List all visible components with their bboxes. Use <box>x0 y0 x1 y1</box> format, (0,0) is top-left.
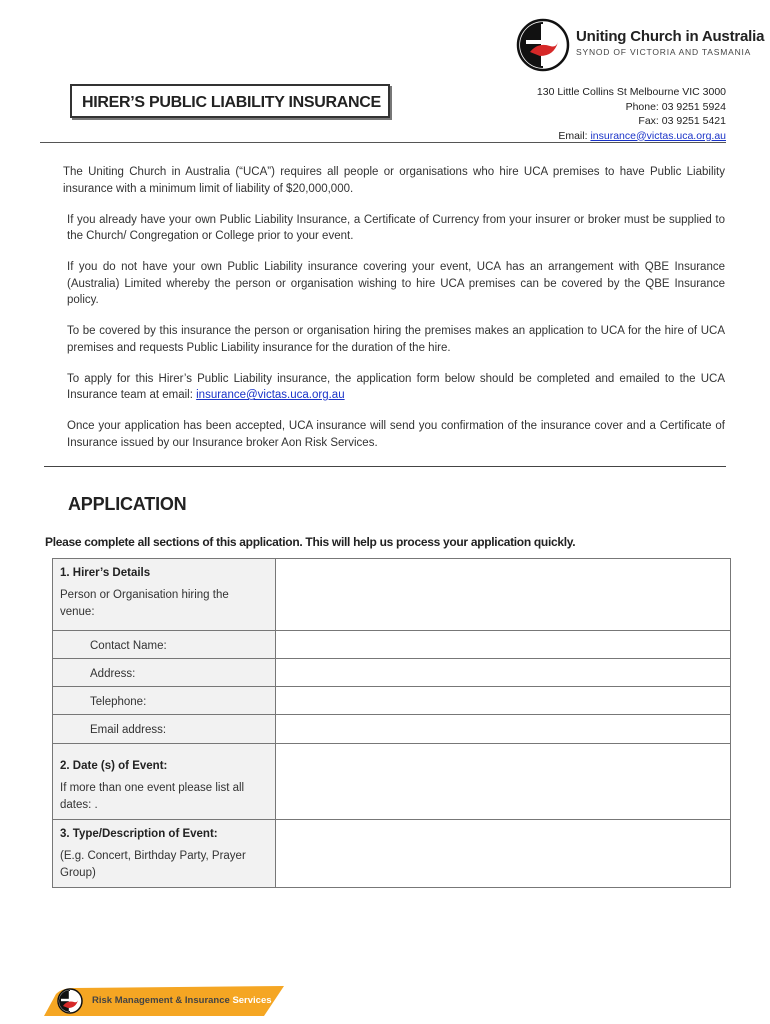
form-row-contact <box>53 631 731 659</box>
street-address: 130 Little Collins St Melbourne VIC 3000 <box>536 86 726 98</box>
event-date-title: 2. Date (s) of Event: <box>60 760 168 772</box>
event-type-label-cell <box>53 820 276 888</box>
application-instruction: Please complete all sections of this application. This will help us process your application quickly. <box>45 535 576 549</box>
logo-subtitle: SYNOD OF VICTORIA AND TASMANIA <box>576 47 752 57</box>
contact-name-label-cell <box>53 631 276 659</box>
intro-paragraph-6: Once your application has been accepted, UCA insurance will send you confirmation of the insurance cover and a Certificate of Insurance issued by our Insurance broker Aon Risk Services. <box>67 420 725 449</box>
event-date-desc: If more than one event please list all dates: . <box>60 782 245 811</box>
form-row-event-date <box>53 744 731 820</box>
hirer-details-label-cell <box>53 559 276 631</box>
section-divider <box>44 466 726 467</box>
email-address-input[interactable] <box>276 715 731 744</box>
event-type-input[interactable] <box>276 820 731 888</box>
telephone-label: Telephone: <box>90 696 147 708</box>
intro-paragraph-3: If you do not have your own Public Liability insurance covering your event, UCA has an arrangement with QBE Insurance (Australia) Limited whereby the person or organisation wishing to hire UCA premises can be covered by the QBE Insurance policy. <box>67 261 725 306</box>
footer-text-services: Services <box>232 995 272 1006</box>
telephone-input[interactable] <box>276 687 731 715</box>
footer-text <box>92 995 272 1006</box>
header-email-link[interactable]: insurance@victas.uca.org.au <box>590 129 726 142</box>
uniting-church-emblem-icon <box>516 18 570 72</box>
address-input[interactable] <box>276 659 731 687</box>
contact-name-label: Contact Name: <box>90 640 167 652</box>
hirer-details-desc: Person or Organisation hiring the venue: <box>60 589 229 618</box>
application-form-table <box>52 558 731 888</box>
fax-number: Fax: 03 9251 5421 <box>638 115 726 127</box>
header-divider <box>40 142 726 143</box>
email-line <box>537 129 726 144</box>
document-title: HIRER’S PUBLIC LIABILITY INSURANCE <box>70 84 390 118</box>
event-type-desc: (E.g. Concert, Birthday Party, Prayer Group) <box>60 850 246 879</box>
intro-paragraph-5 <box>63 371 725 404</box>
contact-name-input[interactable] <box>276 631 731 659</box>
contact-address-block <box>537 85 726 143</box>
intro-paragraph-5-text: To apply for this Hirer’s Public Liability insurance, the application form below should be completed and emailed to the UCA Insurance team at email: <box>67 372 725 401</box>
form-row-email <box>53 715 731 744</box>
event-type-title: 3. Type/Description of Event: <box>60 828 218 840</box>
address-label-cell <box>53 659 276 687</box>
event-date-label-cell <box>53 744 276 820</box>
event-date-input[interactable] <box>276 744 731 820</box>
form-row-telephone <box>53 687 731 715</box>
hirer-details-title: 1. Hirer’s Details <box>60 567 151 579</box>
intro-email-link[interactable]: insurance@victas.uca.org.au <box>196 389 345 401</box>
intro-paragraph-4: To be covered by this insurance the person or organisation hiring the premises makes an application to UCA for the hire of UCA premises and requests Public Liability insurance for the duration of the hire. <box>67 325 725 354</box>
intro-section <box>63 164 725 466</box>
footer-text-main: Risk Management & Insurance <box>92 995 230 1006</box>
phone-number: Phone: 03 9251 5924 <box>625 100 726 113</box>
address-label: Address: <box>90 668 136 680</box>
email-label: Email: <box>558 129 588 142</box>
hirer-name-input[interactable] <box>276 559 731 631</box>
telephone-label-cell <box>53 687 276 715</box>
logo-name: Uniting Church in Australia <box>576 28 765 45</box>
application-heading: APPLICATION <box>68 494 187 514</box>
form-row-event-type <box>53 820 731 888</box>
email-label-cell <box>53 715 276 744</box>
intro-paragraph-1: The Uniting Church in Australia (“UCA”) requires all people or organisations who hire UCA premises to have Public Liability insurance with a minimum limit of liability of $20,000,000. <box>63 166 725 195</box>
uca-logo <box>516 16 765 76</box>
email-address-label: Email address: <box>90 724 167 736</box>
intro-paragraph-2: If you already have your own Public Liability Insurance, a Certificate of Currency from your insurer or broker must be supplied to the Church/ Congregation or College prior to your event. <box>67 213 725 242</box>
form-row-hirer <box>53 559 731 631</box>
form-row-address <box>53 659 731 687</box>
